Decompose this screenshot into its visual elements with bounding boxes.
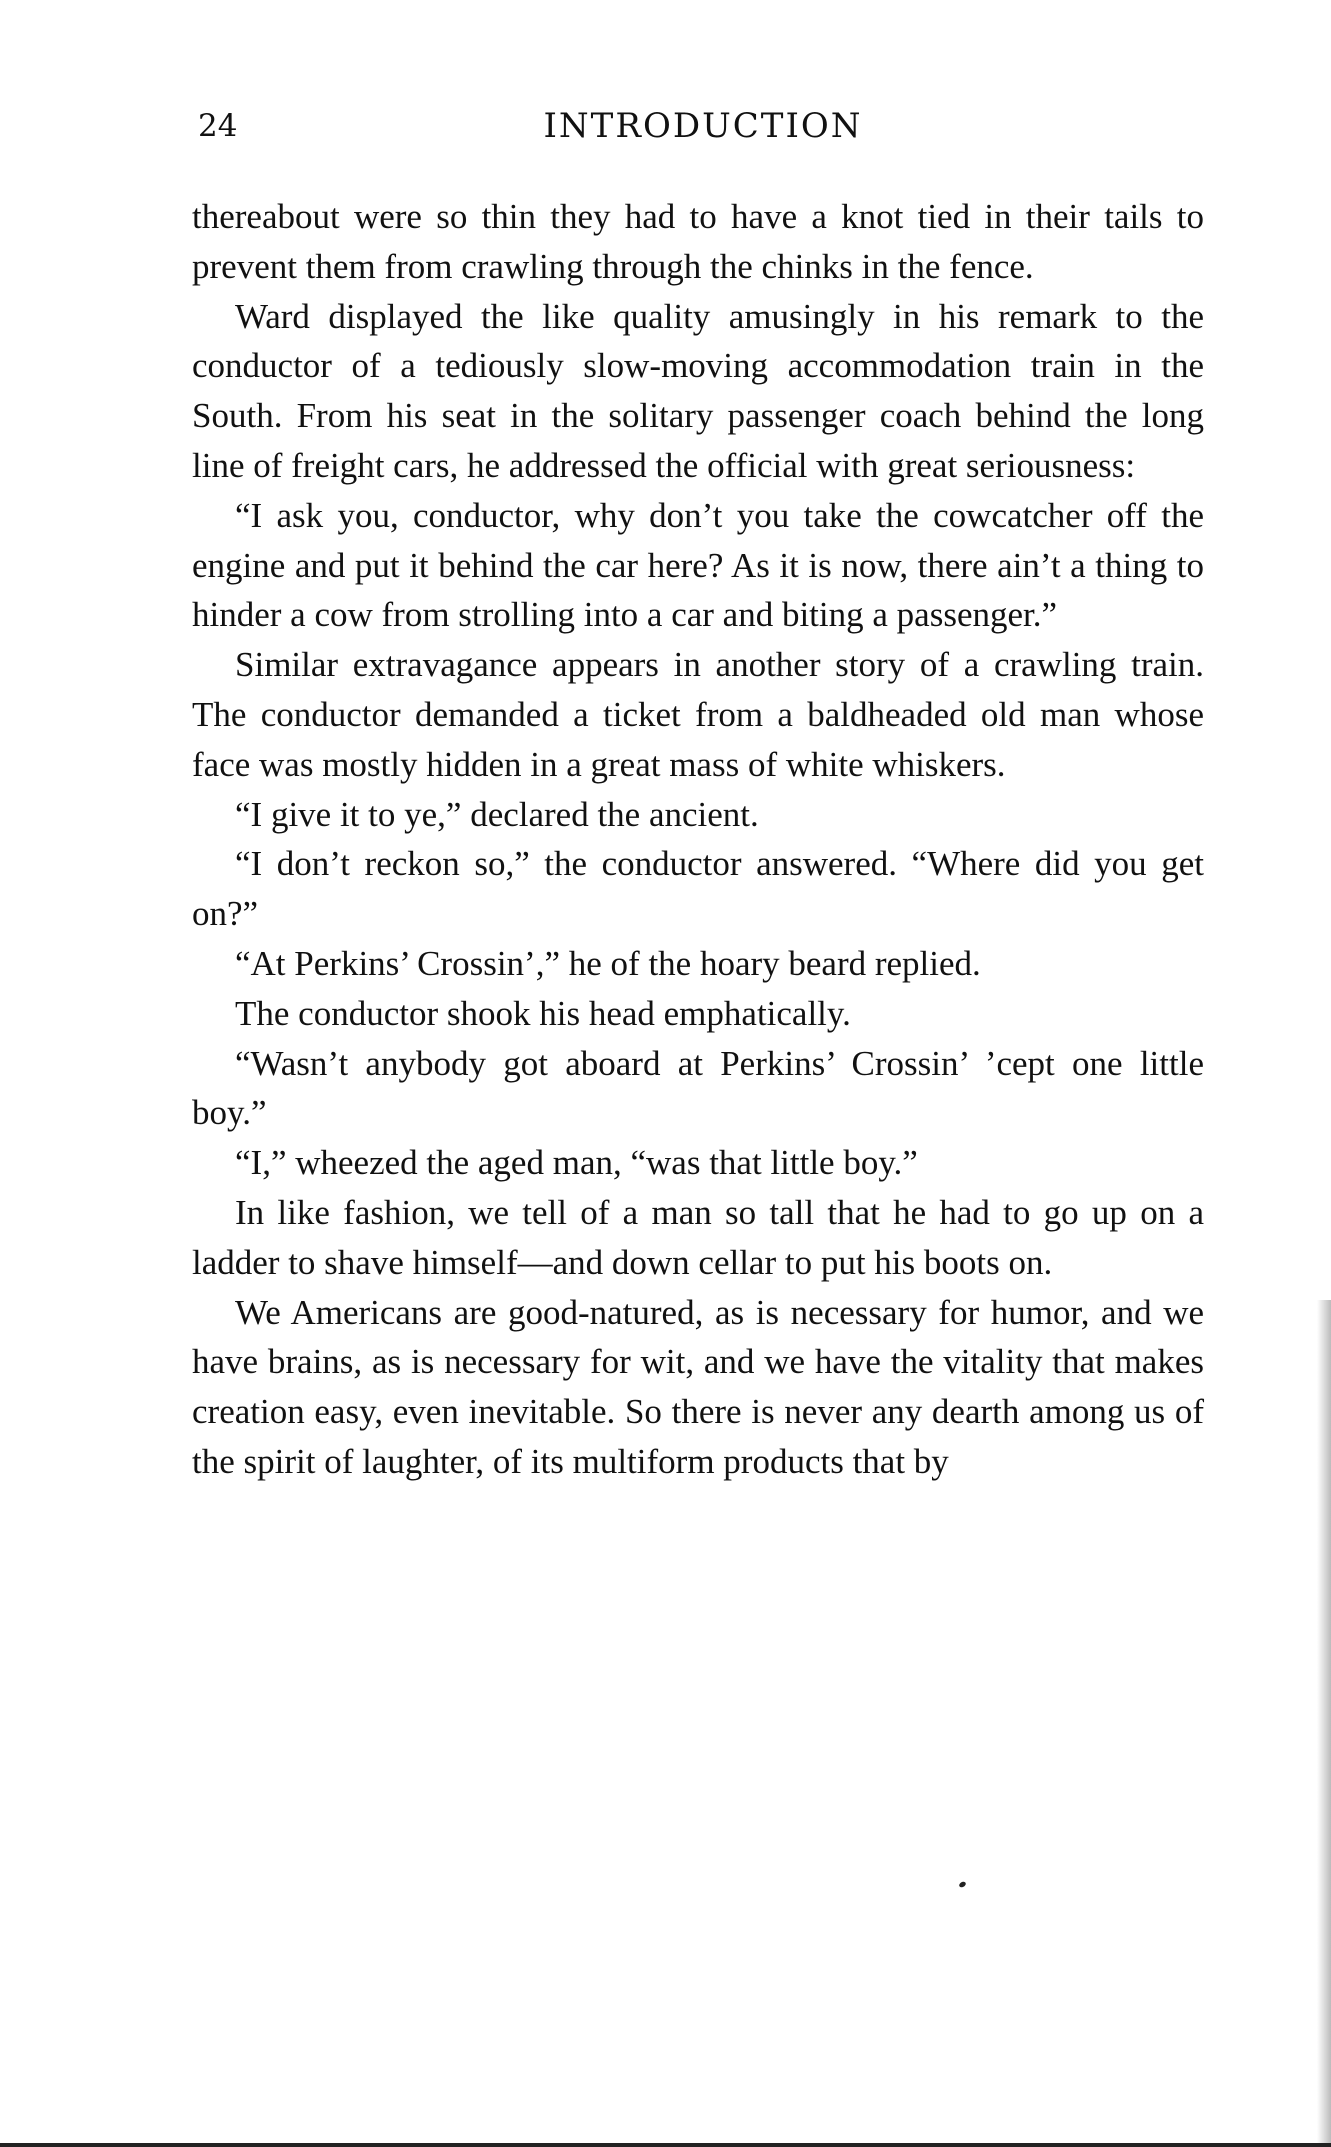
paragraph: “I don’t reckon so,” the conductor answered. “Where did you get on?” — [192, 844, 1204, 934]
paragraph: Similar extravagance appears in another story of a crawling train. The conductor demanded a ticket from a baldheaded old man whose face was mostly hidden in a great mass of white whiskers. — [192, 645, 1204, 784]
ink-speck — [958, 1881, 967, 1889]
paragraph: In like fashion, we tell of a man so tall that he had to go up on a ladder to shave himself—and down cellar to put his boots on. — [192, 1192, 1204, 1282]
paragraph: “I,” wheezed the aged man, “was that little boy.” — [235, 1143, 918, 1183]
paragraph: “Wasn’t anybody got aboard at Perkins’ Crossin’ ’cept one little boy.” — [192, 1043, 1204, 1133]
paragraph: “I ask you, conductor, why don’t you take the cowcatcher off the engine and put it behind the car here? As it is now, there ain’t a thing to hinder a cow from strolling into a car and biting a passenger.” — [192, 495, 1204, 635]
paragraph: “I give it to ye,” declared the ancient. — [235, 794, 759, 834]
paragraph: The conductor shook his head emphatically. — [235, 993, 851, 1033]
running-head — [198, 104, 1208, 148]
running-title: INTRODUCTION — [543, 106, 863, 146]
paragraph: Ward displayed the like quality amusingly in his remark to the conductor of a tediously slow-moving accommodation train in the South. From his seat in the solitary passenger coach behind the long line of freight cars, he addressed the official with great seriousness: — [192, 296, 1204, 485]
scan-bottom-edge — [0, 2143, 1331, 2147]
paragraph: We Americans are good-natured, as is necessary for humor, and we have brains, as is necessary for wit, and we have the vitality that makes creation easy, even inevitable. So there is never any dearth among us of the spirit of laughter, of its multiform products that by — [192, 1292, 1204, 1481]
paragraph: “At Perkins’ Crossin’,” he of the hoary beard replied. — [235, 943, 981, 983]
page-edge-shadow — [1317, 1300, 1331, 2147]
page-number: 24 — [198, 108, 238, 144]
body-text — [192, 192, 1204, 1487]
paragraph: thereabout were so thin they had to have a knot tied in their tails to prevent them from crawling through the chinks in the fence. — [192, 197, 1204, 286]
